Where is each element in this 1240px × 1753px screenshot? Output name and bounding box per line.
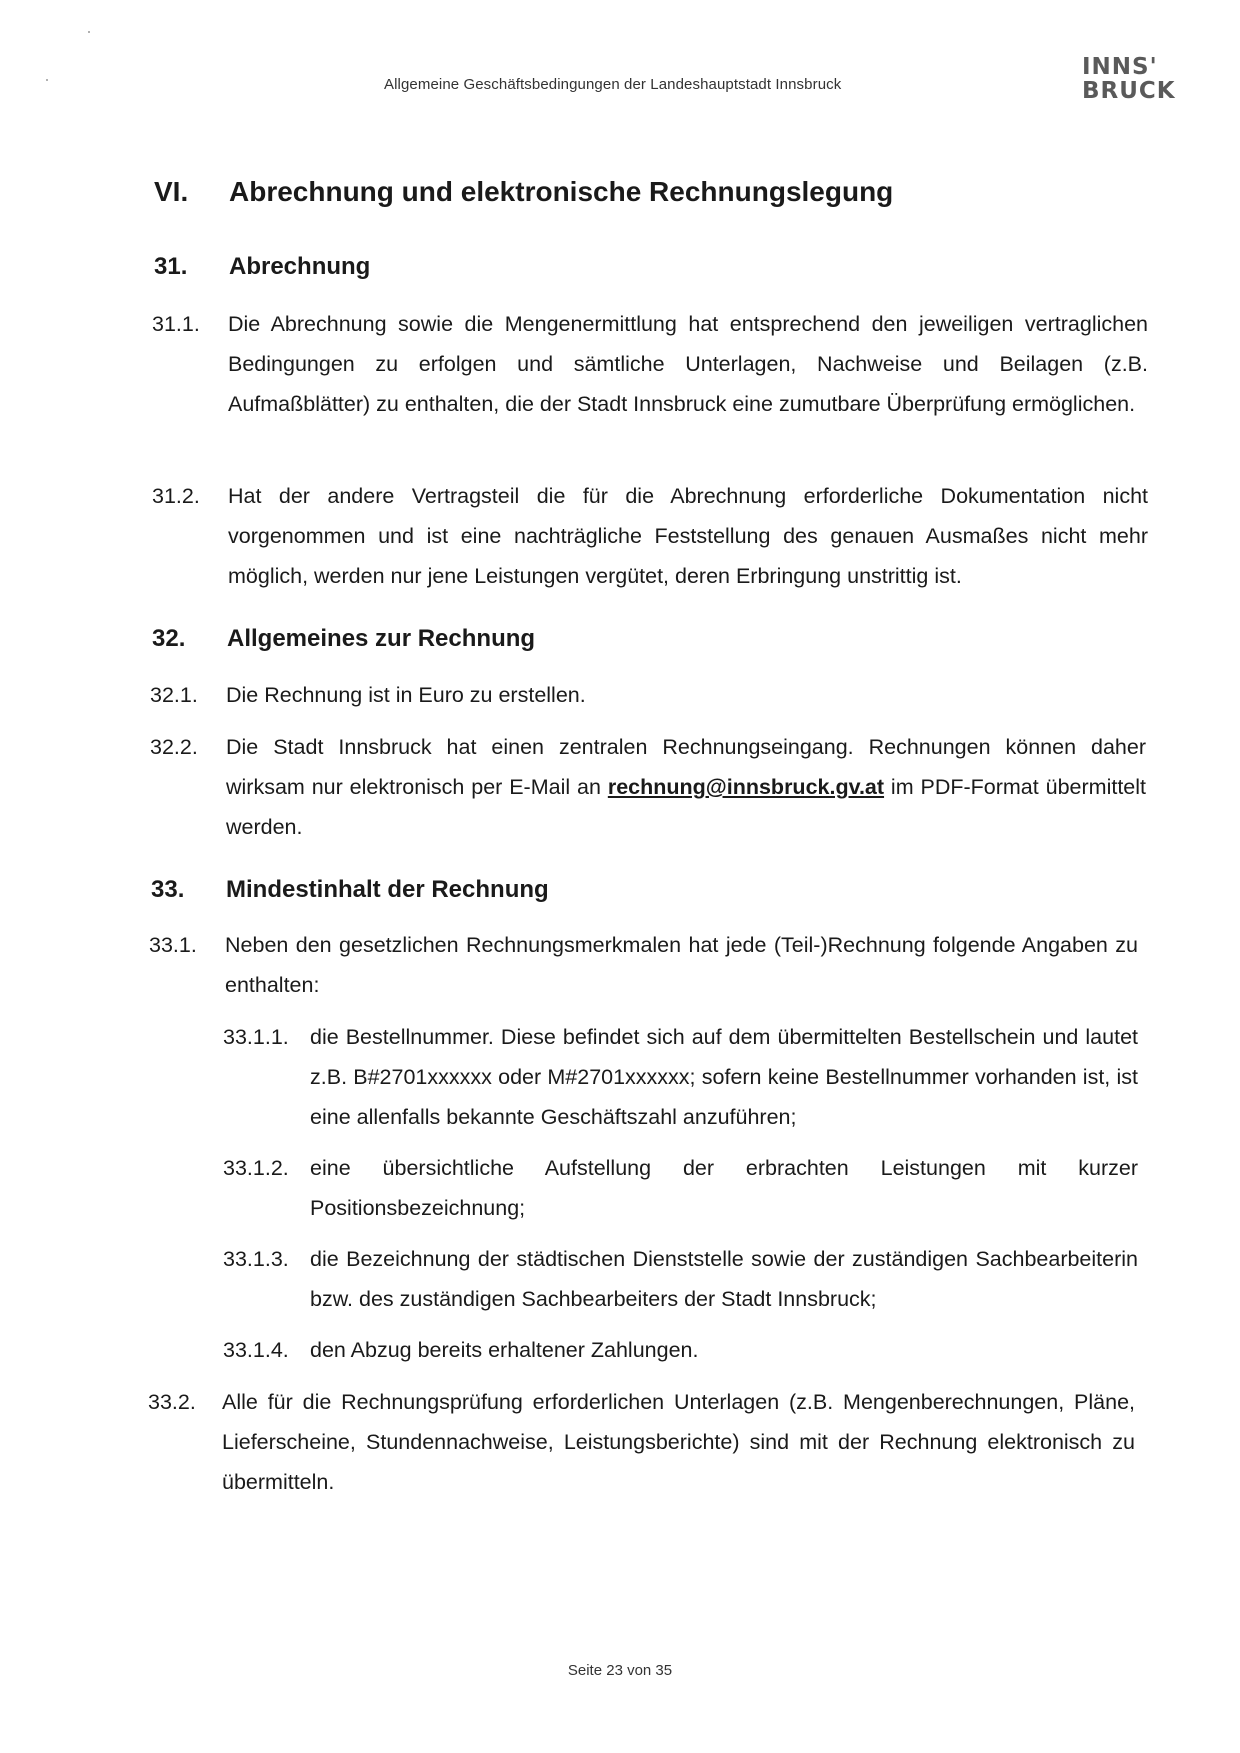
section-title: Allgemeines zur Rechnung [227,625,536,652]
paragraph-32-1: Die Rechnung ist in Euro zu erstellen. [226,683,586,707]
chapter-title: Abrechnung und elektronische Rechnungslegung [229,176,894,207]
subparagraph-number: 33.1.3. [223,1247,289,1271]
page-number-footer: Seite 23 von 35 [567,1662,673,1679]
paragraph-31-2: Hat der andere Vertragsteil die für die Abrechnung erforderliche Dokumentation nicht vorgenommen und ist eine nachträgliche Feststellung des genauen Ausmaßes nicht mehr möglich, werden nur jene Leistungen vergütet, deren Erbringung unstrittig ist. [228,484,1148,588]
scan-speck [46,79,48,81]
section-heading-33 [151,876,549,904]
scan-speck [88,31,90,33]
subparagraph-33-1-4: den Abzug bereits erhaltener Zahlungen. [310,1338,699,1362]
innsbruck-logo [1082,55,1186,103]
section-title: Mindestinhalt der Rechnung [226,876,549,903]
paragraph-text: im PDF-Format übermittelt werden. [226,775,1146,839]
paragraph-33-2: Alle für die Rechnungsprüfung erforderlichen Unterlagen (z.B. Mengenberechnungen, Pläne, Lieferscheine, Stundennachweise, Leistungsberichte) sind mit der Rechnung elektronisch zu übermitteln. [222,1390,1135,1494]
section-number: 33. [151,876,185,903]
paragraph-number: 33.1. [149,933,197,957]
paragraph-text: Die Stadt Innsbruck hat einen zentralen Rechnungseingang. Rechnungen können daher wirksam nur elektronisch per E-Mail an [226,735,1146,799]
paragraph-31-1: Die Abrechnung sowie die Mengenermittlung hat entsprechend den jeweiligen vertraglichen Bedingungen zu erfolgen und sämtliche Unterlagen, Nachweise und Beilagen (z.B. Aufmaßblätter) zu enthalten, die der Stadt Innsbruck eine zumutbare Überprüfung ermöglichen. [228,312,1148,416]
paragraph-number: 32.1. [150,683,198,707]
paragraph-number: 31.2. [152,484,200,508]
section-heading-31 [154,253,370,281]
subparagraph-number: 33.1.1. [223,1025,289,1049]
section-title: Abrechnung [229,253,371,280]
section-heading-32 [152,625,535,653]
paragraph-number: 32.2. [150,735,198,759]
logo-line-1: INNS' [1082,54,1158,80]
chapter-heading [154,176,893,208]
paragraph-number: 31.1. [152,312,200,336]
subparagraph-number: 33.1.4. [223,1338,289,1362]
subparagraph-33-1-3: die Bezeichnung der städtischen Dienststelle sowie der zuständigen Sachbearbeiterin bzw. des zuständigen Sachbearbeiters der Stadt Innsbruck; [310,1247,1138,1311]
paragraph-32-2 [226,727,1146,847]
logo-line-2: BRUCK [1082,78,1176,104]
subparagraph-33-1-2: eine übersichtliche Aufstellung der erbrachten Leistungen mit kurzer Positionsbezeichnung; [310,1156,1138,1220]
invoice-email-link[interactable]: rechnung@innsbruck.gv.at [607,775,885,799]
chapter-number: VI. [154,176,189,207]
section-number: 32. [152,625,186,652]
section-number: 31. [154,253,188,280]
subparagraph-number: 33.1.2. [223,1156,289,1180]
paragraph-number: 33.2. [148,1390,196,1414]
header-title: Allgemeine Geschäftsbedingungen der Landeshauptstadt Innsbruck [384,76,842,93]
paragraph-33-1: Neben den gesetzlichen Rechnungsmerkmalen hat jede (Teil-)Rechnung folgende Angaben zu enthalten: [225,933,1138,997]
subparagraph-33-1-1: die Bestellnummer. Diese befindet sich auf dem übermittelten Bestellschein und lautet z.B. B#2701xxxxxx oder M#2701xxxxxx; sofern keine Bestellnummer vorhanden ist, ist eine allenfalls bekannte Geschäftszahl anzuführen; [310,1025,1138,1129]
